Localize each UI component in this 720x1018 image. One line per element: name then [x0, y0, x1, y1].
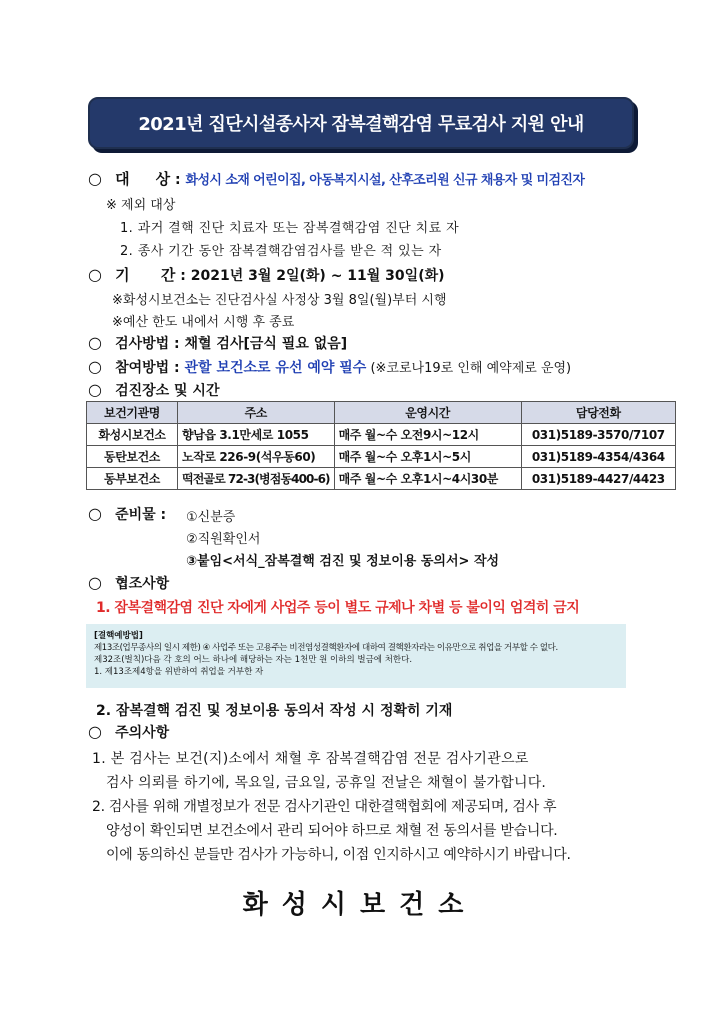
- cell-facility: 화성시보건소: [87, 424, 178, 446]
- caution-line-1: 1. 본 검사는 보건(지)소에서 채혈 후 잠복결핵감염 전문 검사기관으로: [92, 751, 529, 767]
- table-header-row: [87, 402, 676, 424]
- law-note-line-3: 1. 제13조제4항을 위반하여 취업을 거부한 자: [94, 667, 264, 677]
- participate-label: 참여방법: [115, 360, 170, 376]
- prep-item-1: ①신분증: [186, 510, 236, 525]
- cell-hours: 매주 월~수 오후1시~5시: [334, 446, 521, 468]
- circle-bullet-icon: ○: [88, 265, 102, 284]
- header-hours: 운영시간: [334, 402, 521, 424]
- target-sep: :: [170, 172, 186, 188]
- section-caution: [88, 722, 169, 742]
- section-target: [88, 168, 584, 189]
- section-method: [88, 333, 347, 353]
- exclusion-title: ※ 제외 대상: [106, 198, 176, 213]
- cell-hours: 매주 월~수 오후1시~4시30분: [334, 468, 521, 490]
- cell-facility: 동탄보건소: [87, 446, 178, 468]
- location-label: 검진장소 및 시간: [115, 383, 220, 399]
- prep-item-3: ③붙임<서식_잠복결핵 검진 및 정보이용 동의서> 작성: [186, 554, 500, 569]
- caution-line-2: 검사 의뢰를 하기에, 목요일, 금요일, 공휴일 전날은 채혈이 불가합니다.: [106, 775, 547, 791]
- circle-bullet-icon: ○: [88, 573, 102, 592]
- coop-item-1: 1. 잠복결핵감염 진단 자에게 사업주 등이 별도 규제나 차별 등 불이익 엄격히 금지: [96, 600, 580, 616]
- law-note-title: [결핵예방법]: [94, 631, 143, 641]
- page-title: 2021년 집단시설종사자 잠복결핵감염 무료검사 지원 안내: [138, 114, 584, 135]
- section-coop: [88, 573, 169, 593]
- law-note-box: [86, 624, 626, 688]
- section-location: [88, 380, 219, 400]
- circle-bullet-icon: ○: [88, 169, 102, 188]
- header-facility: 보건기관명: [87, 402, 178, 424]
- footer-organization: 화성시보건소: [242, 890, 478, 920]
- caution-line-4: 양성이 확인되면 보건소에서 관리 되어야 하므로 채혈 전 동의서를 받습니다.: [106, 823, 558, 839]
- caution-line-5: 이에 동의하신 분들만 검사가 가능하니, 이점 인지하시고 예약하시기 바랍니다.: [106, 847, 571, 863]
- section-prep: [88, 504, 166, 524]
- cell-address: 노작로 226-9(석우동60): [178, 446, 335, 468]
- cell-facility: 동부보건소: [87, 468, 178, 490]
- caution-label: 주의사항: [115, 725, 170, 741]
- target-value: 화성시 소재 어린이집, 아동복지시설, 산후조리원 신규 채용자 및 미검진자: [185, 173, 585, 188]
- circle-bullet-icon: ○: [88, 504, 102, 523]
- cell-address: 떡전골로 72-3(병점동400-6): [178, 468, 335, 490]
- table-row: [87, 446, 676, 468]
- circle-bullet-icon: ○: [88, 333, 102, 352]
- prep-item-2: ②직원확인서: [186, 532, 261, 547]
- circle-bullet-icon: ○: [88, 380, 102, 399]
- section-period: [88, 264, 445, 285]
- period-note-2: ※예산 한도 내에서 시행 후 종료: [112, 315, 295, 330]
- schedule-table: [86, 401, 676, 490]
- coop-label: 협조사항: [115, 576, 170, 592]
- participate-note: (※코로나19로 인해 예약제로 운영): [366, 361, 572, 376]
- period-value: : 2021년 3월 2일(화) ~ 11월 30일(화): [175, 268, 445, 284]
- cell-phone: 031)5189-4354/4364: [521, 446, 675, 468]
- circle-bullet-icon: ○: [88, 357, 102, 376]
- title-banner: [88, 97, 634, 149]
- target-label: 대 상: [115, 170, 171, 188]
- table-row: [87, 468, 676, 490]
- cell-hours: 매주 월~수 오전9시~12시: [334, 424, 521, 446]
- exclusion-item-1: 1. 과거 결핵 진단 치료자 또는 잠복결핵감염 진단 치료 자: [120, 221, 460, 236]
- law-note-line-1: 제13조(업무종사의 일시 제한) ④ 사업주 또는 고용주는 비전염성결핵환자에 대하여 결핵환자라는 이유만으로 취업을 거부할 수 없다.: [94, 643, 558, 653]
- exclusion-item-2: 2. 종사 기간 동안 잠복결핵감염검사를 받은 적 있는 자: [120, 244, 442, 259]
- table-row: [87, 424, 676, 446]
- cell-phone: 031)5189-3570/7107: [521, 424, 675, 446]
- circle-bullet-icon: ○: [88, 722, 102, 741]
- participate-sep: :: [169, 360, 185, 376]
- section-participate: [88, 357, 571, 377]
- cell-phone: 031)5189-4427/4423: [521, 468, 675, 490]
- period-label: 기 간: [115, 266, 176, 284]
- header-address: 주소: [178, 402, 335, 424]
- method-text: 검사방법 : 채혈 검사[금식 필요 없음]: [115, 336, 348, 352]
- period-note-1: ※화성시보건소는 진단검사실 사정상 3월 8일(월)부터 시행: [112, 293, 447, 308]
- cell-address: 향남읍 3.1만세로 1055: [178, 424, 335, 446]
- participate-value: 관할 보건소로 유선 예약 필수: [184, 360, 367, 376]
- prep-label: 준비물 :: [115, 507, 167, 523]
- caution-line-3: 2. 검사를 위해 개별정보가 전문 검사기관인 대한결핵협회에 제공되며, 검사 후: [92, 799, 557, 815]
- coop-item-2: 2. 잠복결핵 검진 및 정보이용 동의서 작성 시 정확히 기재: [96, 703, 453, 719]
- law-note-line-2: 제32조(벌칙)다음 각 호의 어느 하나에 해당하는 자는 1천만 원 이하의 벌금에 처한다.: [94, 655, 413, 665]
- header-phone: 담당전화: [521, 402, 675, 424]
